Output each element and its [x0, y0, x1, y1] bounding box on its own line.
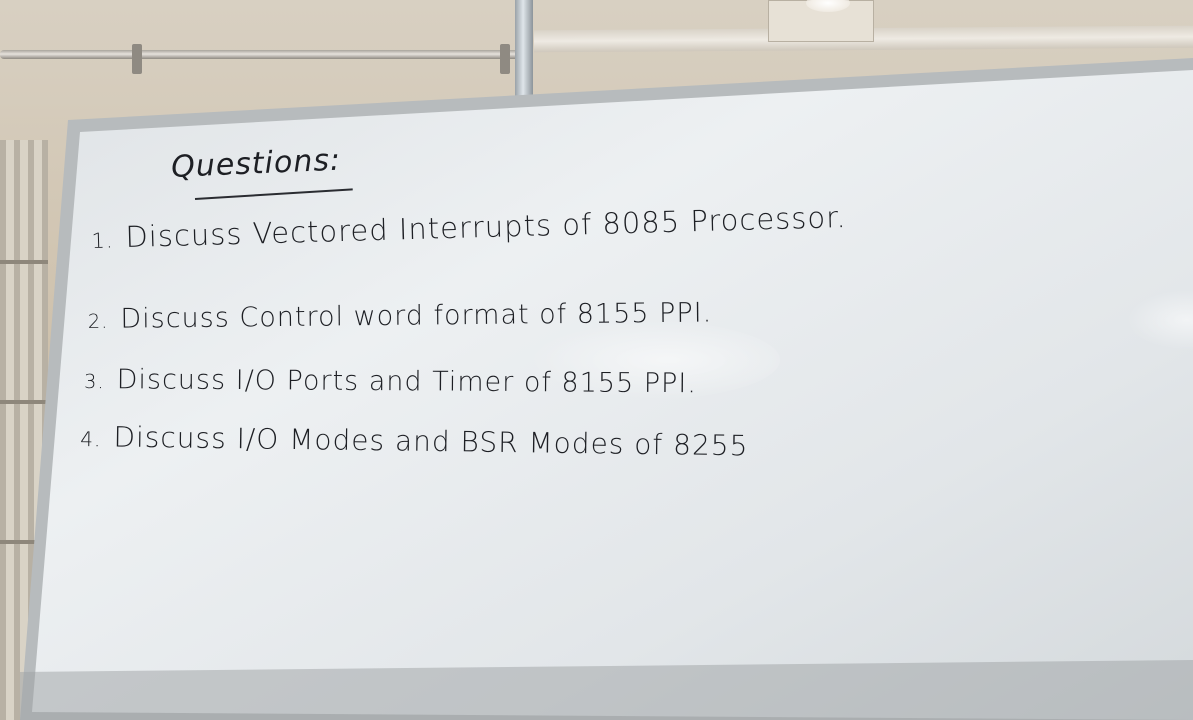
question-number: 3. — [84, 370, 105, 394]
question-2 — [88, 297, 713, 335]
question-number: 2. — [87, 309, 109, 334]
question-text: Discuss Control word format of 8155 PPI. — [120, 297, 713, 335]
question-text: Discuss I/O Ports and Timer of 8155 PPI. — [116, 364, 698, 400]
question-3 — [84, 364, 697, 399]
question-number: 4. — [80, 427, 102, 452]
question-text: Discuss I/O Modes and BSR Modes of 8255 — [113, 420, 749, 463]
question-number: 1. — [91, 228, 114, 254]
board-title: Questions: — [170, 142, 342, 185]
question-text: Discuss Vectored Interrupts of 8085 Processor. — [124, 199, 848, 255]
